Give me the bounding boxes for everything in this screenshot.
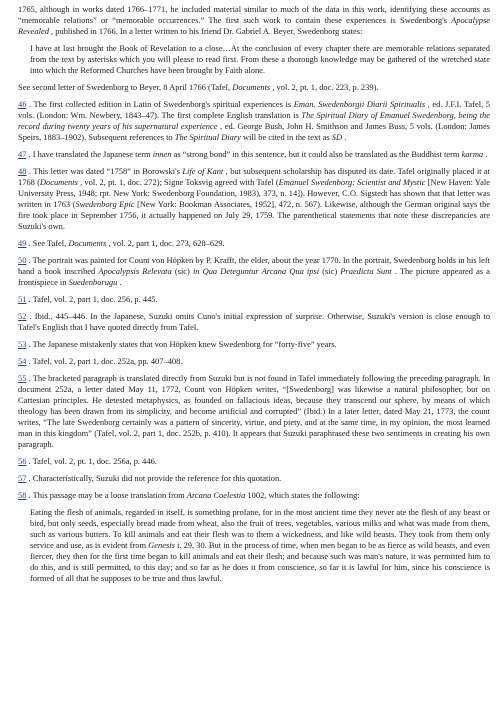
- book-title: Apocalypse Revealed: [18, 15, 490, 36]
- footnote-56: 56 . Tafel, vol. 2, pt. 1, doc. 256a, p. 446.: [18, 456, 157, 466]
- footnote-link-56[interactable]: 56: [18, 456, 27, 466]
- footnote-52: 52 . Ibid., 445–446. In the Japanese, Suzuki omits Cuno's initial expression of surprise. Otherwise, Suzuki's version is close enough to Tafel's English that I have quoted directly from Tafel.: [18, 311, 490, 332]
- footnote-link-48[interactable]: 48: [18, 166, 27, 176]
- block-quote-arcana: Eating the flesh of animals, regarded in itself, is something profane, for in the most ancient time they never ate the flesh of any beast or bird, but only seeds, especially bread made from wheat, also the fruit of trees, vegetables, various milks and what was made from them, such as various butters. To kill animals and eat their flesh was to them a wickedness, and like wild beasts. They took from them only service and use, as is evident from Genesis i. 29, 30. But in the process of time, when men began to be as fierce as wild beasts, and even fiercer, they then for the first time began to kill animals and eat their flesh; and because such was man's nature, it was permitted him to do this, and is still permitted, to this day; and so far as he does it from conscience, so far it is lawful for him, since his conscience is formed of all that he supposes to be true and thus lawful.: [30, 507, 490, 583]
- footnote-link-57[interactable]: 57: [18, 473, 27, 483]
- footnote-link-52[interactable]: 52: [18, 311, 27, 321]
- footnote-53: 53 . The Japanese mistakenly states that von Höpken knew Swedenborg for “forty-five” years.: [18, 339, 337, 349]
- footnote-48: 48 . This letter was dated “1758” in Borowski's Life of Kant , but subsequent scholarship has disputed its date. Tafel originally placed it at 1768 (Documents , vol. 2, pt. 1, doc. 272); Signe Toksvig agreed with Tafel (Emanuel Swedenborg: Scientist and Mystic [New Haven: Yale University Press, 1948; rpt. New York: Swedenborg Foundation, 1983), 373, n. 14]). However, C.O. Sigstedt has shown that that letter was written in 1763 (Swedenborg Epic [New York: Bookman Associates, 1952], 472, n. 567). Likewise, although the German original says the fire took place in September 1756, it actually happened on July 29, 1759. The parenthetical statements that note these discrepancies are Suzuki's own.: [18, 166, 491, 231]
- footnote-link-50[interactable]: 50: [18, 255, 27, 265]
- footnote-54: 54 . Tafel, vol. 2, part 1, doc. 252a, pp. 407–408.: [18, 356, 183, 366]
- footnote-55: 55 . The bracketed paragraph is translated directly from Suzuki but is not found in Tafel immediately following the preceding paragraph. In document 252a, a letter dated May 11, 1772, Count von Höpken writes, “[Swedenborg] was likewise a natural philosopher, but on Cartesian principles. He detested metaphysics, as founded on fallacious ideas, because they transcend our sphere, by means of which theology has been drawn from its simplicity, and become artificial and corrupted” (Ibid.) In a later letter, dated May 21, 1773, the count writes, “The late Swedenborg certainly was a pattern of sincerity, virtue, and piety, and at the same time, in my opinion, the most learned man in this kingdom” (Tafel, vol. 2, part 1, doc. 252b, p. 410). It appears that Suzuki paraphrased these two sentiments in creating his own paragraph.: [18, 373, 490, 449]
- footnote-link-47[interactable]: 47: [18, 149, 27, 159]
- footnote-link-51[interactable]: 51: [18, 294, 27, 304]
- footnote-51: 51 . Tafel, vol. 2, part 1, doc. 256, p. 445.: [18, 294, 158, 304]
- footnote-46: 46 . The first collected edition in Latin of Swedenborg's spiritual experiences is Eman. Swedenborgii Diarii Spiritualis , ed. J.F.I. Tafel, 5 vols. (London: Wm. Newbery, 1843–47). The first complete English translation is The Spiritual Diary of Emanuel Swedenborg, being the record during twenty years of his supernatural experience , ed. George Bush, John H. Smithson and James Buss, 5 vols. (London: James Speirs, 1883–1902). Subsequent references to The Spiritual Diary will be cited in the text as SD .: [18, 99, 490, 142]
- footnote-link-55[interactable]: 55: [18, 373, 27, 383]
- footnote-50: 50 . The portrait was painted for Count von Höpken by P. Krafft, the elder, about the year 1770. In the portrait, Swedenborg holds in his left hand a book inscribed Apocalypsis Relevata (sic) in Qua Deteguntur Arcana Qua ipsi (sic) Praedicta Sunt . The picture appeared as a frontispiece in Suedenborugu .: [18, 255, 490, 287]
- footnote-47: 47 . I have translated the Japanese term innen as “strong bond” in this sentence, but it could also be translated as the Buddhist term karma .: [18, 149, 488, 159]
- intro-paragraph: 1765, although in works dated 1766–1771, he included material similar to much of the data in this work, identifying these accounts as “memorable relations” or “memorable occurrences.” The first such work to contain these experiences is Swedenborg's Apocalypse Revealed , published in 1766. In a letter written to his friend Dr. Gabriel A. Beyer, Swedenborg states:: [18, 4, 490, 36]
- footnote-57: 57 . Characteristically, Suzuki did not provide the reference for this quotation.: [18, 473, 282, 483]
- block-quote: I have at last brought the Book of Revelation to a close…At the conclusion of every chapter there are memorable relations separated from the text by asterisks which you will please to read first. From these a thorough knowledge may be gathered of the wretched state into which the Reformed Churches have been brought by Faith alone.: [30, 43, 490, 75]
- footnote-link-58[interactable]: 58: [18, 490, 27, 500]
- footnote-58: 58 . This passage may be a loose translation from Arcana Coelestia 1002, which states the following:: [18, 490, 360, 500]
- footnote-link-46[interactable]: 46: [18, 99, 27, 109]
- footnote-link-54[interactable]: 54: [18, 356, 27, 366]
- footnote-link-53[interactable]: 53: [18, 339, 27, 349]
- letter-citation: See second letter of Swedenborg to Beyer, 8 April 1766 (Tafel, Documents , vol. 2, pt. 1, doc. 223, p. 239).: [18, 82, 379, 92]
- footnote-link-49[interactable]: 49: [18, 238, 27, 248]
- footnote-49: 49 . See Tafel, Documents , vol. 2, part 1, doc. 273, 628–629.: [18, 238, 225, 248]
